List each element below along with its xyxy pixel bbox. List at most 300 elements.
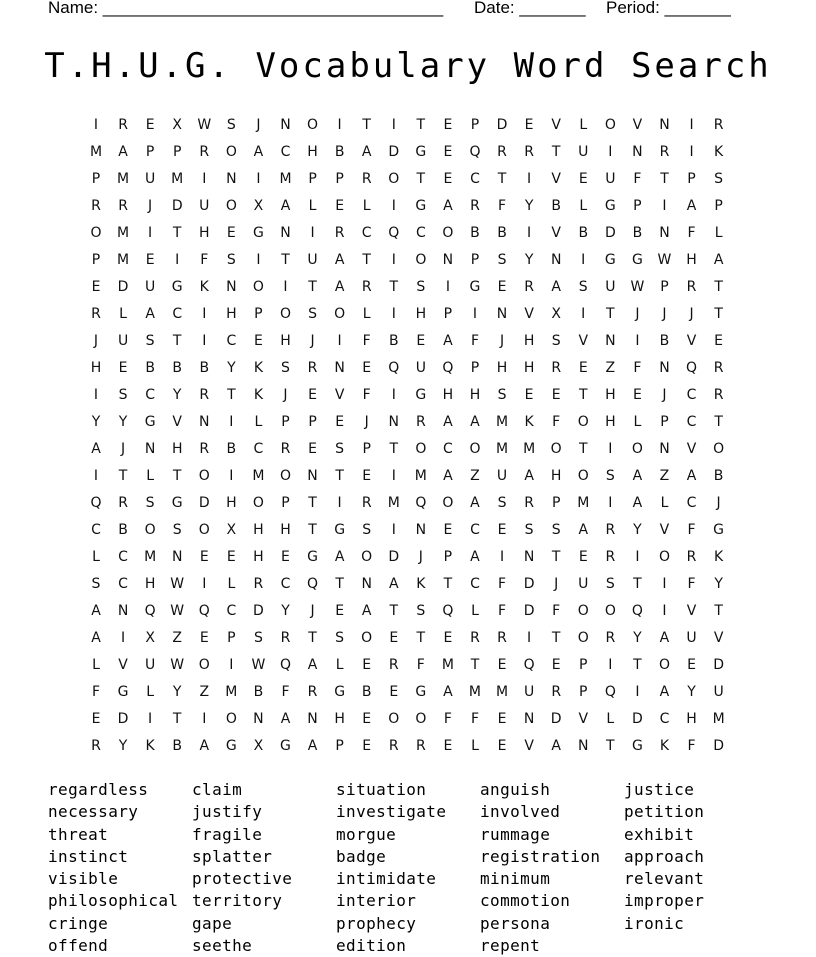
grid-letter[interactable]: L xyxy=(579,116,588,133)
grid-letter[interactable]: G xyxy=(469,278,481,295)
grid-letter[interactable]: C xyxy=(226,602,237,619)
grid-letter[interactable]: R xyxy=(361,494,372,511)
grid-letter[interactable]: T xyxy=(172,224,182,241)
grid-letter[interactable]: A xyxy=(443,467,453,484)
grid-letter[interactable]: T xyxy=(660,170,669,187)
grid-letter[interactable]: Y xyxy=(227,359,236,376)
grid-letter[interactable]: U xyxy=(605,278,616,295)
grid-letter[interactable]: I xyxy=(120,629,126,646)
grid-letter[interactable]: E xyxy=(118,359,128,376)
grid-letter[interactable]: E xyxy=(632,386,642,403)
grid-letter[interactable]: I xyxy=(581,251,586,268)
grid-letter[interactable]: S xyxy=(416,602,426,619)
grid-letter[interactable]: O xyxy=(577,413,589,430)
grid-letter[interactable]: T xyxy=(551,143,561,160)
grid-letter[interactable]: A xyxy=(443,197,453,214)
grid-letter[interactable]: A xyxy=(551,278,561,295)
grid-letter[interactable]: R xyxy=(524,143,534,160)
grid-letter[interactable]: I xyxy=(337,116,342,133)
grid-letter[interactable]: L xyxy=(579,197,588,214)
grid-letter[interactable]: N xyxy=(253,710,264,727)
grid-letter[interactable]: F xyxy=(470,710,479,727)
grid-letter[interactable]: H xyxy=(253,548,264,565)
grid-letter[interactable]: L xyxy=(362,197,371,214)
grid-letter[interactable]: M xyxy=(89,143,103,160)
grid-letter[interactable]: O xyxy=(388,170,400,187)
grid-letter[interactable]: E xyxy=(551,386,561,403)
grid-letter[interactable]: B xyxy=(659,332,670,349)
grid-letter[interactable]: C xyxy=(659,710,670,727)
grid-letter[interactable]: P xyxy=(335,737,344,754)
grid-letter[interactable]: T xyxy=(389,278,399,295)
grid-letter[interactable]: N xyxy=(280,116,291,133)
grid-letter[interactable]: T xyxy=(416,170,426,187)
grid-letter[interactable]: A xyxy=(91,629,101,646)
grid-letter[interactable]: O xyxy=(550,440,562,457)
grid-letter[interactable]: I xyxy=(662,197,667,214)
grid-letter[interactable]: E xyxy=(199,548,209,565)
grid-letter[interactable]: A xyxy=(578,521,589,538)
grid-letter[interactable]: R xyxy=(91,305,101,322)
grid-letter[interactable]: C xyxy=(118,548,128,565)
grid-letter[interactable]: A xyxy=(334,278,345,295)
grid-letter[interactable]: R xyxy=(118,116,128,133)
grid-letter[interactable]: I xyxy=(229,413,234,430)
grid-letter[interactable]: Q xyxy=(144,602,156,619)
grid-letter[interactable]: T xyxy=(416,116,426,133)
grid-letter[interactable]: T xyxy=(172,467,182,484)
grid-letter[interactable]: T xyxy=(362,116,371,133)
grid-letter[interactable]: A xyxy=(470,413,480,430)
grid-letter[interactable]: K xyxy=(714,548,724,565)
grid-letter[interactable]: M xyxy=(252,467,265,484)
grid-letter[interactable]: P xyxy=(91,251,101,268)
period-field[interactable]: Period: _______ xyxy=(606,0,731,17)
grid-letter[interactable]: I xyxy=(635,683,640,700)
grid-letter[interactable]: Z xyxy=(199,683,210,700)
grid-letter[interactable]: U xyxy=(415,359,426,376)
grid-letter[interactable]: T xyxy=(389,602,399,619)
grid-letter[interactable]: P xyxy=(660,278,669,295)
grid-letter[interactable]: Y xyxy=(281,602,290,619)
grid-letter[interactable]: J xyxy=(148,197,153,214)
grid-letter[interactable]: W xyxy=(170,602,185,619)
grid-letter[interactable]: E xyxy=(443,737,453,754)
grid-letter[interactable]: A xyxy=(91,440,101,457)
grid-letter[interactable]: Y xyxy=(633,629,642,646)
grid-letter[interactable]: E xyxy=(281,548,290,565)
grid-letter[interactable]: I xyxy=(689,116,694,133)
grid-letter[interactable]: F xyxy=(498,602,507,619)
grid-letter[interactable]: S xyxy=(551,521,561,538)
grid-letter[interactable]: I xyxy=(527,170,532,187)
grid-letter[interactable]: C xyxy=(280,143,291,160)
grid-letter[interactable]: O xyxy=(469,440,481,457)
grid-letter[interactable]: E xyxy=(362,710,372,727)
grid-letter[interactable]: T xyxy=(308,494,317,511)
grid-letter[interactable]: I xyxy=(527,224,532,241)
grid-letter[interactable]: H xyxy=(469,386,481,403)
grid-letter[interactable]: S xyxy=(497,251,507,268)
grid-letter[interactable]: B xyxy=(470,224,480,241)
grid-letter[interactable]: V xyxy=(334,386,345,403)
grid-letter[interactable]: R xyxy=(605,548,616,565)
grid-letter[interactable]: M xyxy=(171,170,184,187)
grid-letter[interactable]: T xyxy=(606,737,615,754)
grid-letter[interactable]: N xyxy=(199,413,210,430)
grid-letter[interactable]: C xyxy=(443,440,453,457)
grid-letter[interactable]: N xyxy=(578,737,589,754)
grid-letter[interactable]: T xyxy=(335,467,344,484)
grid-letter[interactable]: N xyxy=(307,710,318,727)
grid-letter[interactable]: R xyxy=(280,629,291,646)
grid-letter[interactable]: W xyxy=(630,278,645,295)
grid-letter[interactable]: T xyxy=(308,521,317,538)
grid-letter[interactable]: A xyxy=(334,548,345,565)
grid-letter[interactable]: E xyxy=(714,332,724,349)
grid-letter[interactable]: M xyxy=(225,683,238,700)
grid-letter[interactable]: Q xyxy=(442,359,454,376)
grid-letter[interactable]: F xyxy=(362,332,371,349)
grid-letter[interactable]: H xyxy=(496,359,508,376)
grid-letter[interactable]: R xyxy=(307,683,318,700)
grid-letter[interactable]: F xyxy=(687,737,696,754)
grid-letter[interactable]: N xyxy=(307,467,318,484)
grid-letter[interactable]: A xyxy=(470,548,480,565)
grid-letter[interactable]: C xyxy=(686,386,697,403)
grid-letter[interactable]: N xyxy=(523,710,535,727)
grid-letter[interactable]: V xyxy=(659,521,670,538)
grid-letter[interactable]: T xyxy=(118,467,128,484)
grid-letter[interactable]: E xyxy=(524,116,534,133)
grid-letter[interactable]: D xyxy=(523,575,535,592)
grid-letter[interactable]: N xyxy=(361,575,372,592)
grid-letter[interactable]: C xyxy=(470,575,480,592)
grid-letter[interactable]: W xyxy=(657,251,672,268)
grid-letter[interactable]: O xyxy=(604,116,616,133)
grid-letter[interactable]: D xyxy=(632,710,643,727)
grid-letter[interactable]: E xyxy=(362,467,372,484)
grid-letter[interactable]: E xyxy=(497,278,507,295)
grid-letter[interactable]: T xyxy=(172,332,182,349)
grid-letter[interactable]: S xyxy=(145,332,155,349)
grid-letter[interactable]: J xyxy=(364,413,369,430)
grid-letter[interactable]: V xyxy=(578,710,589,727)
grid-letter[interactable]: B xyxy=(388,332,399,349)
grid-letter[interactable]: B xyxy=(632,224,643,241)
grid-letter[interactable]: T xyxy=(308,629,317,646)
grid-letter[interactable]: G xyxy=(415,197,427,214)
grid-letter[interactable]: I xyxy=(391,467,396,484)
grid-letter[interactable]: P xyxy=(227,629,236,646)
grid-letter[interactable]: O xyxy=(658,656,670,673)
grid-letter[interactable]: E xyxy=(308,386,317,403)
grid-letter[interactable]: J xyxy=(256,116,261,133)
grid-letter[interactable]: F xyxy=(552,413,561,430)
grid-letter[interactable]: E xyxy=(389,629,399,646)
grid-letter[interactable]: B xyxy=(551,197,561,214)
grid-letter[interactable]: L xyxy=(714,224,723,241)
grid-letter[interactable]: Y xyxy=(118,413,128,430)
grid-letter[interactable]: E xyxy=(226,224,236,241)
grid-letter[interactable]: R xyxy=(659,143,670,160)
grid-letter[interactable]: I xyxy=(635,332,640,349)
grid-letter[interactable]: U xyxy=(605,170,616,187)
grid-letter[interactable]: C xyxy=(280,575,291,592)
grid-letter[interactable]: A xyxy=(307,656,318,673)
grid-letter[interactable]: E xyxy=(551,656,561,673)
grid-letter[interactable]: C xyxy=(145,386,156,403)
grid-letter[interactable]: K xyxy=(145,737,155,754)
grid-letter[interactable]: K xyxy=(199,278,209,295)
grid-letter[interactable]: G xyxy=(631,251,643,268)
grid-letter[interactable]: D xyxy=(388,143,400,160)
grid-letter[interactable]: F xyxy=(552,602,561,619)
grid-letter[interactable]: N xyxy=(550,251,562,268)
grid-letter[interactable]: O xyxy=(415,710,427,727)
grid-letter[interactable]: F xyxy=(687,521,696,538)
grid-letter[interactable]: R xyxy=(605,629,616,646)
grid-letter[interactable]: I xyxy=(148,224,153,241)
grid-letter[interactable]: O xyxy=(225,197,237,214)
grid-letter[interactable]: L xyxy=(335,656,344,673)
grid-letter[interactable]: T xyxy=(714,278,723,295)
grid-letter[interactable]: U xyxy=(117,332,129,349)
grid-letter[interactable]: O xyxy=(198,521,210,538)
grid-letter[interactable]: B xyxy=(226,440,237,457)
grid-letter[interactable]: I xyxy=(608,143,613,160)
grid-letter[interactable]: E xyxy=(524,386,534,403)
grid-letter[interactable]: I xyxy=(608,656,613,673)
grid-letter[interactable]: G xyxy=(415,143,427,160)
grid-letter[interactable]: L xyxy=(471,602,479,619)
grid-letter[interactable]: G xyxy=(334,683,346,700)
grid-letter[interactable]: E xyxy=(389,683,399,700)
grid-letter[interactable]: R xyxy=(524,494,534,511)
grid-letter[interactable]: C xyxy=(470,521,480,538)
grid-letter[interactable]: F xyxy=(443,710,452,727)
grid-letter[interactable]: I xyxy=(662,602,667,619)
grid-letter[interactable]: T xyxy=(227,386,236,403)
grid-letter[interactable]: D xyxy=(388,548,400,565)
grid-letter[interactable]: A xyxy=(551,737,561,754)
grid-letter[interactable]: F xyxy=(470,332,479,349)
grid-letter[interactable]: A xyxy=(443,413,453,430)
grid-letter[interactable]: R xyxy=(686,548,697,565)
grid-letter[interactable]: I xyxy=(608,494,613,511)
grid-letter[interactable]: B xyxy=(145,359,155,376)
grid-letter[interactable]: O xyxy=(307,116,319,133)
date-field[interactable]: Date: _______ xyxy=(474,0,586,17)
grid-letter[interactable]: A xyxy=(280,197,291,214)
grid-letter[interactable]: W xyxy=(251,656,266,673)
grid-letter[interactable]: A xyxy=(632,467,643,484)
grid-letter[interactable]: I xyxy=(445,278,450,295)
grid-letter[interactable]: M xyxy=(279,170,292,187)
grid-letter[interactable]: C xyxy=(118,575,128,592)
grid-letter[interactable]: E xyxy=(497,737,507,754)
grid-letter[interactable]: J xyxy=(689,305,694,322)
grid-letter[interactable]: V xyxy=(524,737,534,754)
grid-letter[interactable]: O xyxy=(361,548,373,565)
grid-letter[interactable]: T xyxy=(551,629,561,646)
grid-letter[interactable]: P xyxy=(308,170,317,187)
grid-letter[interactable]: U xyxy=(496,467,508,484)
grid-letter[interactable]: L xyxy=(92,548,100,565)
grid-letter[interactable]: P xyxy=(145,143,155,160)
grid-letter[interactable]: H xyxy=(686,710,697,727)
grid-letter[interactable]: Q xyxy=(307,575,319,592)
grid-letter[interactable]: H xyxy=(199,224,210,241)
grid-letter[interactable]: R xyxy=(415,413,426,430)
grid-letter[interactable]: G xyxy=(604,197,616,214)
grid-letter[interactable]: A xyxy=(361,143,372,160)
grid-letter[interactable]: E xyxy=(362,359,372,376)
grid-letter[interactable]: T xyxy=(362,251,371,268)
grid-letter[interactable]: C xyxy=(415,224,426,241)
grid-letter[interactable]: E xyxy=(443,170,453,187)
grid-letter[interactable]: I xyxy=(499,548,505,565)
grid-letter[interactable]: X xyxy=(551,305,561,322)
grid-letter[interactable]: H xyxy=(523,332,535,349)
grid-letter[interactable]: E xyxy=(362,656,372,673)
grid-letter[interactable]: S xyxy=(605,467,615,484)
grid-letter[interactable]: L xyxy=(146,467,155,484)
grid-letter[interactable]: Y xyxy=(91,413,101,430)
grid-letter[interactable]: M xyxy=(712,710,725,727)
grid-letter[interactable]: P xyxy=(470,116,480,133)
grid-letter[interactable]: I xyxy=(202,575,207,592)
grid-letter[interactable]: T xyxy=(714,413,723,430)
grid-letter[interactable]: C xyxy=(686,494,697,511)
grid-letter[interactable]: A xyxy=(118,143,128,160)
grid-letter[interactable]: A xyxy=(91,602,101,619)
grid-letter[interactable]: A xyxy=(659,683,670,700)
grid-letter[interactable]: I xyxy=(93,467,99,484)
grid-letter[interactable]: E xyxy=(687,656,696,673)
grid-letter[interactable]: V xyxy=(551,170,561,187)
grid-letter[interactable]: G xyxy=(225,737,237,754)
grid-letter[interactable]: E xyxy=(443,521,453,538)
grid-letter[interactable]: A xyxy=(199,737,210,754)
grid-letter[interactable]: N xyxy=(605,332,616,349)
grid-letter[interactable]: A xyxy=(145,305,155,322)
grid-letter[interactable]: E xyxy=(91,710,101,727)
grid-letter[interactable]: I xyxy=(391,521,396,538)
grid-letter[interactable]: J xyxy=(93,332,99,349)
grid-letter[interactable]: W xyxy=(197,116,212,133)
grid-letter[interactable]: R xyxy=(118,494,128,511)
grid-letter[interactable]: P xyxy=(308,413,317,430)
grid-letter[interactable]: T xyxy=(497,170,507,187)
grid-letter[interactable]: S xyxy=(253,629,263,646)
grid-letter[interactable]: P xyxy=(579,656,588,673)
grid-letter[interactable]: T xyxy=(578,386,588,403)
grid-letter[interactable]: S xyxy=(497,494,507,511)
grid-letter[interactable]: O xyxy=(198,467,210,484)
grid-letter[interactable]: B xyxy=(172,359,182,376)
grid-letter[interactable]: E xyxy=(443,629,453,646)
grid-letter[interactable]: S xyxy=(335,440,345,457)
grid-letter[interactable]: Z xyxy=(172,629,182,646)
grid-letter[interactable]: P xyxy=(470,251,480,268)
grid-letter[interactable]: Q xyxy=(388,224,400,241)
grid-letter[interactable]: A xyxy=(443,332,453,349)
grid-letter[interactable]: Q xyxy=(686,359,698,376)
grid-letter[interactable]: H xyxy=(280,521,291,538)
grid-letter[interactable]: F xyxy=(91,683,101,700)
grid-letter[interactable]: Y xyxy=(172,386,182,403)
grid-letter[interactable]: T xyxy=(470,656,480,673)
grid-letter[interactable]: U xyxy=(578,143,589,160)
grid-letter[interactable]: O xyxy=(658,548,670,565)
grid-letter[interactable]: O xyxy=(442,494,454,511)
grid-letter[interactable]: F xyxy=(498,197,507,214)
grid-letter[interactable]: O xyxy=(577,467,589,484)
grid-letter[interactable]: O xyxy=(225,143,237,160)
grid-letter[interactable]: G xyxy=(144,413,156,430)
grid-letter[interactable]: F xyxy=(633,170,642,187)
grid-letter[interactable]: H xyxy=(334,710,345,727)
grid-letter[interactable]: M xyxy=(468,683,482,700)
grid-letter[interactable]: T xyxy=(443,575,453,592)
grid-letter[interactable]: H xyxy=(226,494,237,511)
grid-letter[interactable]: O xyxy=(442,224,454,241)
grid-letter[interactable]: D xyxy=(523,602,535,619)
grid-letter[interactable]: I xyxy=(229,656,234,673)
grid-letter[interactable]: S xyxy=(416,278,426,295)
grid-letter[interactable]: D xyxy=(117,710,129,727)
grid-letter[interactable]: Q xyxy=(442,602,454,619)
grid-letter[interactable]: X xyxy=(172,116,182,133)
grid-letter[interactable]: Q xyxy=(279,656,291,673)
grid-letter[interactable]: O xyxy=(631,440,643,457)
grid-letter[interactable]: F xyxy=(687,575,696,592)
grid-letter[interactable]: J xyxy=(662,305,667,322)
grid-letter[interactable]: A xyxy=(686,467,697,484)
grid-letter[interactable]: S xyxy=(172,521,182,538)
grid-letter[interactable]: F xyxy=(633,359,642,376)
grid-letter[interactable]: I xyxy=(202,710,207,727)
name-field[interactable]: Name: ____________________________________ xyxy=(48,0,444,17)
grid-letter[interactable]: Q xyxy=(469,143,481,160)
grid-letter[interactable]: P xyxy=(281,413,290,430)
grid-letter[interactable]: T xyxy=(714,602,723,619)
grid-letter[interactable]: N xyxy=(659,224,670,241)
grid-letter[interactable]: C xyxy=(226,332,237,349)
grid-letter[interactable]: R xyxy=(388,737,399,754)
grid-letter[interactable]: V xyxy=(686,602,697,619)
grid-letter[interactable]: N xyxy=(659,359,670,376)
grid-letter[interactable]: V xyxy=(713,629,724,646)
grid-letter[interactable]: G xyxy=(415,683,427,700)
grid-letter[interactable]: L xyxy=(227,575,236,592)
grid-letter[interactable]: R xyxy=(307,359,318,376)
grid-letter[interactable]: S xyxy=(714,170,724,187)
grid-letter[interactable]: P xyxy=(633,197,642,214)
grid-letter[interactable]: S xyxy=(281,359,290,376)
grid-letter[interactable]: S xyxy=(308,305,317,322)
grid-letter[interactable]: N xyxy=(415,521,427,538)
grid-letter[interactable]: E xyxy=(443,143,453,160)
grid-letter[interactable]: R xyxy=(470,197,480,214)
grid-letter[interactable]: L xyxy=(471,737,479,754)
grid-letter[interactable]: F xyxy=(416,656,425,673)
grid-letter[interactable]: H xyxy=(280,332,291,349)
grid-letter[interactable]: A xyxy=(632,494,643,511)
grid-letter[interactable]: G xyxy=(171,278,183,295)
grid-letter[interactable]: H xyxy=(605,386,616,403)
